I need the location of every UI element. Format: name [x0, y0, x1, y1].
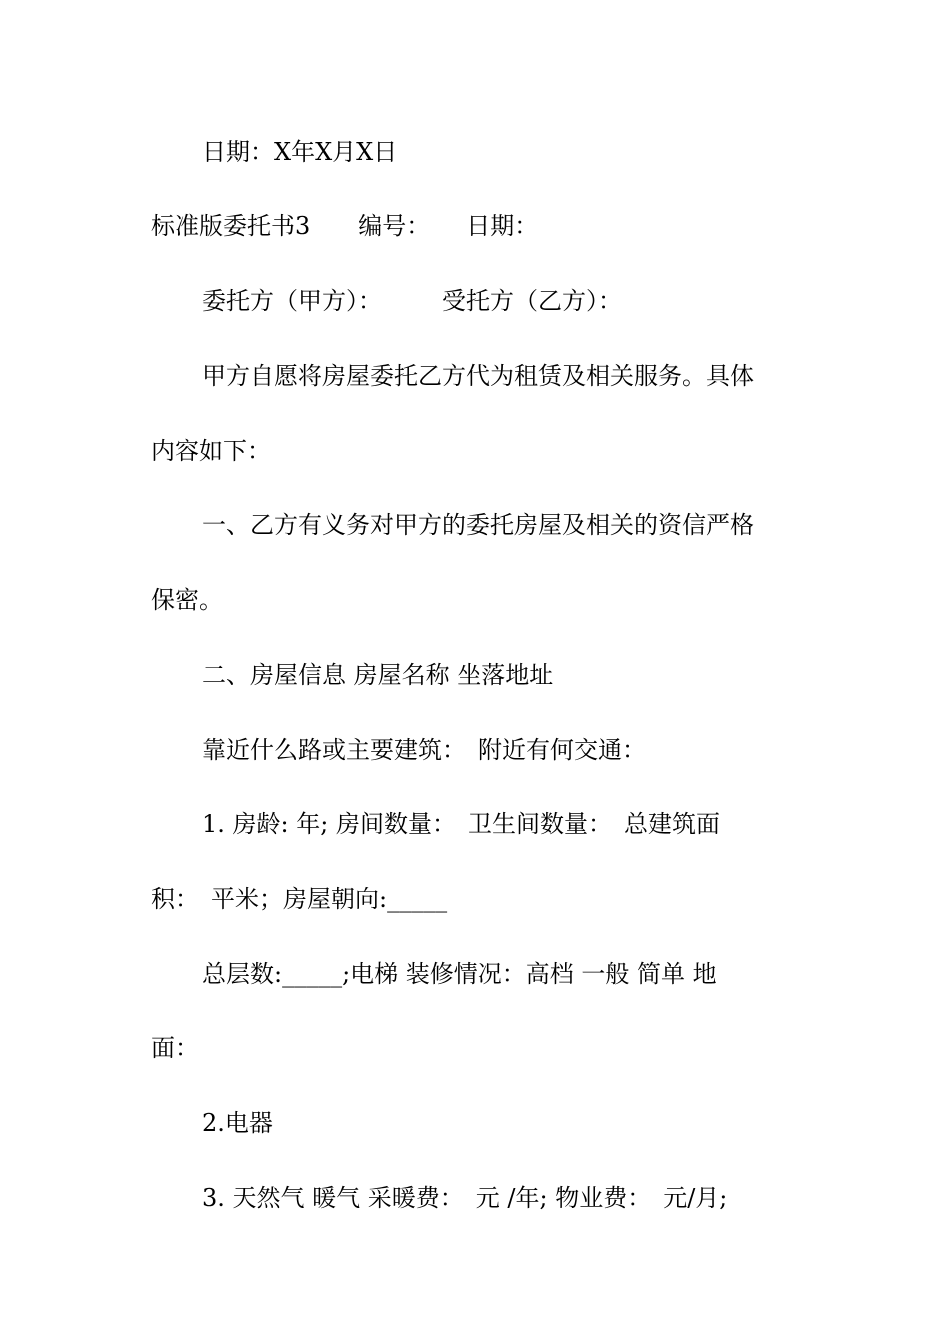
- intro-paragraph-line-1: 甲方自愿将房屋委托乙方代为租赁及相关服务。具体: [202, 362, 754, 390]
- document-title-line: 标准版委托书3 编号： 日期：: [151, 212, 539, 240]
- utilities-fees-line: 3. 天然气 暖气 采暖费： 元 /年; 物业费： 元/月;: [202, 1184, 728, 1212]
- intro-paragraph-line-2: 内容如下：: [151, 437, 271, 465]
- appliances-line: 2.电器: [202, 1109, 273, 1137]
- clause-1-line-2: 保密。: [151, 586, 223, 614]
- clause-1-line-1: 一、乙方有义务对甲方的委托房屋及相关的资信严格: [202, 511, 754, 539]
- floors-decoration-line-2: 面：: [151, 1034, 199, 1062]
- parties-line: 委托方（甲方）： 受托方（乙方）：: [202, 287, 622, 315]
- clause-2-heading: 二、房屋信息 房屋名称 坐落地址: [202, 661, 554, 689]
- house-details-line-1: 1. 房龄: 年; 房间数量： 卫生间数量： 总建筑面: [202, 810, 720, 838]
- nearby-info-line: 靠近什么路或主要建筑： 附近有何交通：: [202, 736, 646, 764]
- house-details-line-2: 积： 平米；房屋朝向:_____: [151, 885, 448, 913]
- date-line: 日期：X年X月X日: [202, 138, 398, 166]
- floors-decoration-line-1: 总层数:_____;电梯 装修情况：高档 一般 简单 地: [202, 960, 717, 988]
